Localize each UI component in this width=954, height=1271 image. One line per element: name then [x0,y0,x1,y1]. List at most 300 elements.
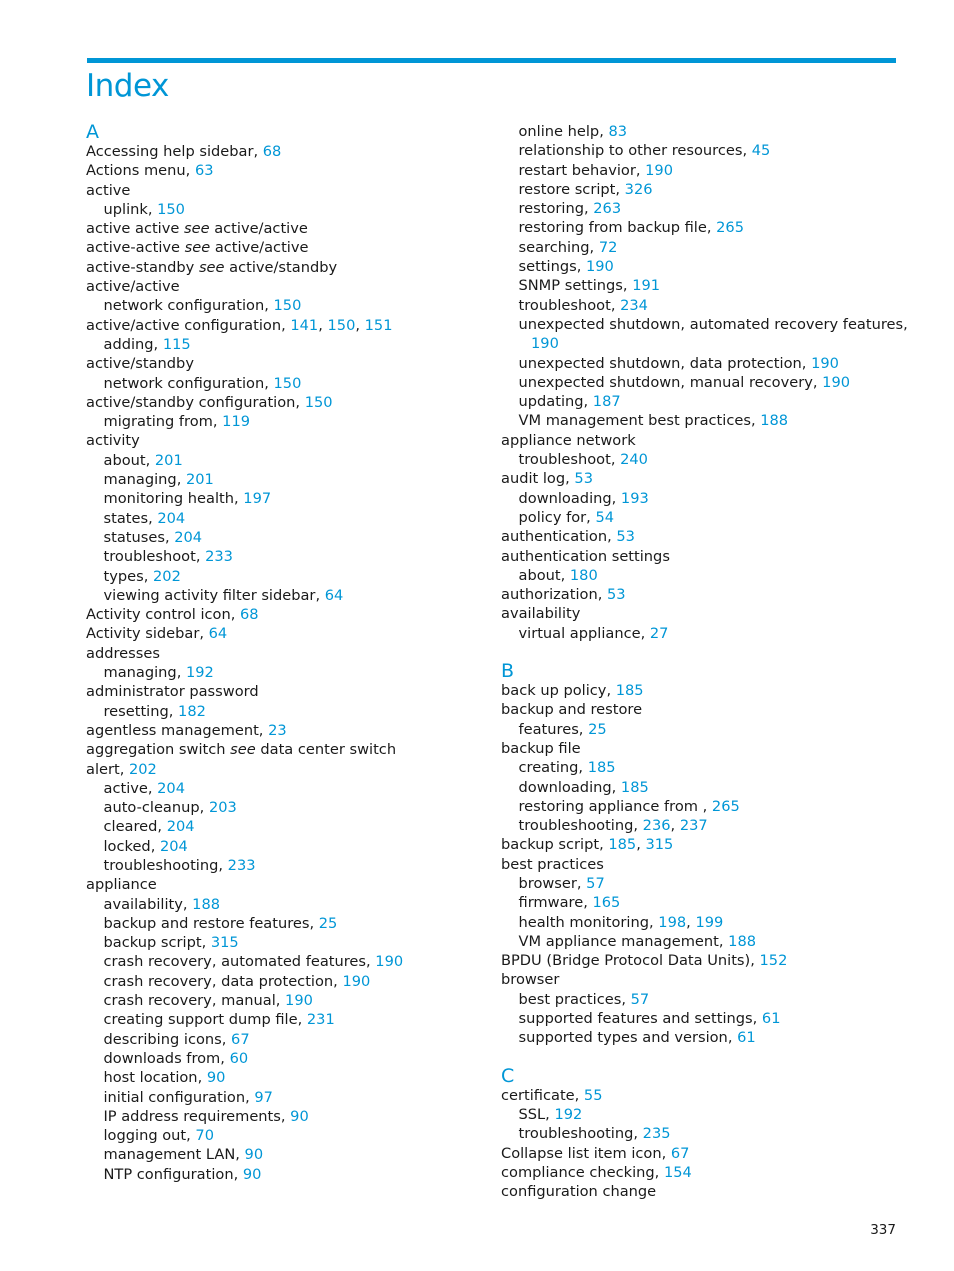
page-ref-link[interactable]: 180 [569,566,598,584]
index-entry [86,277,486,296]
index-term: migrating from [103,413,213,431]
page-ref-link[interactable]: 190 [285,992,313,1010]
index-subentry: searching, 72 [518,238,618,256]
index-entry [501,1182,901,1201]
page-ref-link[interactable]: 315 [210,934,239,952]
index-term: backup file [501,739,581,757]
page-ref-link[interactable]: 90 [206,1069,226,1087]
index-subentry: troubleshoot, 234 [518,296,648,314]
page-ref-link[interactable]: 265 [711,797,740,815]
page-ref-link[interactable]: 90 [242,1165,262,1183]
index-term: active/standby [86,355,194,373]
index-subentry: network configuration, 150 [103,374,302,392]
index-entry: BPDU (Bridge Protocol Data Units), 152 [501,952,788,970]
page-ref-link[interactable]: 235 [642,1125,671,1143]
page-ref-link[interactable]: 188 [728,932,757,950]
see-label: see [198,258,225,276]
index-entry: backup script, 185, 315 [501,836,674,854]
index-term: browser [501,971,560,989]
page-ref-link[interactable]: 199 [695,913,724,931]
index-entry: Activity sidebar, 64 [86,625,228,643]
page-ref-link[interactable]: 240 [620,451,648,469]
see-label: see [230,741,256,759]
page-ref-link[interactable]: 203 [208,799,237,817]
index-subentry: about, 180 [518,566,598,584]
index-term: alert [86,760,120,778]
index-subentry: backup script, 315 [103,934,239,952]
page-ref-link[interactable]: 236 [642,817,671,835]
page-ref-link[interactable]: 150 [273,374,302,392]
page-ref-link[interactable]: 192 [554,1105,583,1123]
index-term: firmware [518,894,584,912]
page-ref-link[interactable]: 188 [760,412,789,430]
index-entry [501,739,901,758]
page-ref-link[interactable]: 202 [128,760,157,778]
page-ref-link[interactable]: 190 [811,354,839,372]
page-ref-link[interactable]: 64 [324,586,344,604]
index-subentry: logging out, 70 [103,1127,214,1145]
page-title: Index [86,68,169,104]
index-subentry: VM management best practices, 188 [518,412,789,430]
page-ref-link[interactable]: 154 [663,1163,692,1181]
page-ref-link[interactable]: 204 [159,837,188,855]
index-subentry: VM appliance management, 188 [518,932,757,950]
index-term: viewing activity filter sidebar [103,586,316,604]
index-subentry: resetting, 182 [103,702,206,720]
index-term: searching [518,238,590,256]
index-subentry: troubleshoot, 240 [518,451,648,469]
index-term: active-standby [86,258,195,276]
index-term: policy for [518,508,587,526]
index-term: about [518,566,561,584]
index-term: backup and restore features [103,914,310,932]
index-entry [86,740,486,759]
index-subentry: health monitoring, 198, 199 [518,913,724,931]
index-term: active/standby configuration [86,393,296,411]
page-ref-link[interactable]: 151 [364,316,393,334]
index-entry [86,219,486,238]
index-term: Collapse list item icon [501,1144,662,1162]
index-subentry [501,315,908,334]
index-term: audit log [501,470,566,488]
index-term: network configuration [103,297,265,315]
page-ref-link[interactable]: 141 [290,316,319,334]
index-term: unexpected shutdown, data protection [518,354,802,372]
index-entry [86,181,486,200]
page-ref-link[interactable]: 53 [616,528,635,546]
index-entry [501,547,901,566]
index-subentry: unexpected shutdown, manual recovery, 190 [518,373,851,391]
index-column-right [501,122,908,1201]
page-ref-link[interactable]: 63 [194,162,214,180]
page-ref-link[interactable]: 201 [154,451,183,469]
page-ref-link[interactable]: 198 [658,913,687,931]
index-entry [501,431,901,450]
index-entry [501,700,901,719]
index-entry [86,258,486,277]
page-ref-link[interactable]: 190 [645,161,673,179]
index-term: features [518,720,579,738]
index-subentry: online help, 83 [518,123,628,140]
index-subentry: virtual appliance, 27 [518,624,669,642]
page-ref-link[interactable]: 83 [608,123,628,140]
index-term: about [103,451,146,469]
page-ref-link[interactable]: 263 [593,200,622,218]
page-ref-link[interactable]: 90 [244,1146,264,1164]
index-term: restoring from backup file [518,219,707,237]
index-entry [501,604,901,623]
page-ref-link[interactable]: 190 [585,258,614,276]
index-subentry: types, 202 [103,567,181,585]
page-ref-link[interactable]: 165 [592,894,621,912]
page-ref-link[interactable]: 67 [231,1030,250,1048]
see-target: active/active [214,239,309,257]
index-subentry: NTP configuration, 90 [103,1165,262,1183]
index-term: restart behavior [518,161,636,179]
page-ref-link[interactable]: 185 [620,778,649,796]
page-ref-link[interactable]: 197 [243,490,272,508]
page-ref-link[interactable]: 53 [574,470,593,488]
index-term: SSL [518,1105,546,1123]
index-letter-heading: B [501,660,515,683]
index-term: logging out [103,1127,187,1145]
index-term: network configuration [103,374,265,392]
see-target: data center switch [260,741,397,759]
page-ref-link[interactable]: 204 [166,818,195,836]
index-entry [501,855,901,874]
index-term: backup and restore [501,701,643,719]
page-ref-link[interactable]: 68 [239,606,259,624]
index-entry: authentication, 53 [501,528,635,546]
index-term: health monitoring [518,913,650,931]
index-term: active [103,779,148,797]
index-entry: active/standby configuration, 150 [86,393,333,411]
index-term: locked [103,837,151,855]
page-ref-link[interactable]: 202 [153,567,181,585]
index-subentry: browser, 57 [518,874,605,892]
index-subentry: creating support dump file, 231 [103,1011,335,1029]
page-ref-link[interactable]: 150 [157,200,185,218]
page-ref-link[interactable]: 192 [185,664,214,682]
index-subentry: supported features and settings, 61 [518,1010,781,1028]
index-subentry: unexpected shutdown, data protection, 190 [518,354,839,372]
index-term: creating support dump file [103,1011,298,1029]
page-ref-link[interactable]: 68 [262,143,282,160]
header-rule [87,58,896,63]
page-ref-link[interactable]: 150 [273,297,302,315]
index-entry: agentless management, 23 [86,721,287,739]
page-ref-link[interactable]: 187 [592,393,621,411]
page-ref-link[interactable]: 23 [268,721,287,739]
index-term: active active [86,220,180,238]
page-ref-link[interactable]: 191 [632,277,661,295]
index-entry: Accessing help sidebar, 68 [86,143,282,160]
index-subentry: network configuration, 150 [103,297,302,315]
index-subentry: statuses, 204 [103,528,203,546]
index-term: virtual appliance [518,624,641,642]
index-term: authentication [501,528,608,546]
see-label: see [184,220,210,238]
index-term: back up policy [501,682,607,700]
index-term: host location [103,1069,198,1087]
page-ref-link[interactable]: 57 [630,990,650,1008]
index-subentry: restoring, 263 [518,200,622,218]
index-term: crash recovery, automated features [103,953,366,971]
index-term: Activity sidebar [86,625,200,643]
page-ref-link[interactable]: 61 [737,1029,756,1047]
index-subentry: firmware, 165 [518,894,621,912]
page-ref-link[interactable]: 190 [375,953,404,971]
page-number: 337 [870,1222,896,1238]
index-term: agentless management [86,721,259,739]
index-term: backup script [501,836,600,854]
index-subentry: active, 204 [103,779,185,797]
index-term: troubleshoot [518,296,611,314]
index-term: online help [518,123,600,140]
index-letter-heading: C [501,1064,515,1087]
page-ref-link[interactable]: 64 [208,625,228,643]
page-ref-link[interactable]: 185 [608,836,637,854]
page-ref-link[interactable]: 231 [306,1011,335,1029]
index-term: restoring [518,200,584,218]
page-ref-link[interactable]: 152 [759,952,788,970]
page-ref-link[interactable]: 72 [598,238,618,256]
index-term: troubleshoot [518,451,611,469]
page-ref-link[interactable]: 190 [822,373,851,391]
index-subentry: restoring from backup file, 265 [518,219,744,237]
index-subentry: describing icons, 67 [103,1030,250,1048]
page-ref-link[interactable]: 61 [761,1010,781,1028]
index-subentry-continuation [501,334,901,353]
index-term: adding [103,335,154,353]
index-subentry: troubleshooting, 236, 237 [518,817,708,835]
page-ref-link[interactable]: 115 [162,335,191,353]
index-subentry: downloading, 193 [518,489,649,507]
page-ref-link[interactable]: 45 [751,142,771,160]
page-ref-link[interactable]: 201 [185,471,214,489]
index-term: uplink [103,200,148,218]
index-term: crash recovery, manual [103,992,276,1010]
page-ref-link[interactable]: 204 [157,509,186,527]
page-ref-link[interactable]: 204 [174,528,203,546]
index-subentry: backup and restore features, 25 [103,914,338,932]
page-ref-link[interactable]: 54 [595,508,615,526]
index-term: downloading [518,489,612,507]
index-term: active [86,181,131,199]
index-subentry: restore script, 326 [518,180,653,198]
index-term: active-active [86,239,180,257]
index-subentry: updating, 187 [518,393,621,411]
index-subentry: creating, 185 [518,759,616,777]
index-term: restore script [518,180,616,198]
index-entry [86,644,486,663]
index-term: downloads from [103,1049,221,1067]
index-term: settings [518,258,577,276]
index-entry: alert, 202 [86,760,157,778]
index-entry: certificate, 55 [501,1086,603,1104]
index-term: Activity control icon [86,606,231,624]
index-subentry: troubleshooting, 233 [103,856,256,874]
index-subentry: troubleshoot, 233 [103,548,233,566]
index-term: auto-cleanup [103,799,200,817]
index-entry [86,875,486,894]
index-term: restoring appliance from [518,797,703,815]
see-label: see [184,239,211,257]
index-term: compliance checking [501,1163,655,1181]
index-term: addresses [86,644,160,662]
page-ref-link[interactable]: 55 [583,1086,603,1104]
index-subentry: migrating from, 119 [103,413,251,431]
index-term: managing [103,471,177,489]
page-ref-link[interactable]: 234 [620,296,648,314]
index-term: unexpected shutdown, automated recovery features, [518,315,908,333]
page-ref-link[interactable]: 25 [588,720,607,738]
index-entry [86,354,486,373]
index-subentry: crash recovery, manual, 190 [103,992,313,1010]
index-term: VM management best practices [518,412,751,430]
page-ref-link[interactable]: 67 [670,1144,690,1162]
index-term: aggregation switch [86,741,226,759]
index-term: managing [103,664,177,682]
index-term: describing icons [103,1030,222,1048]
index-subentry: uplink, 150 [103,200,185,218]
index-subentry: troubleshooting, 235 [518,1125,671,1143]
index-subentry: features, 25 [518,720,607,738]
page-ref-link[interactable]: 53 [607,586,626,604]
index-subentry: crash recovery, automated features, 190 [103,953,404,971]
page-ref-link[interactable]: 265 [716,219,744,237]
index-term: certificate [501,1086,575,1104]
page-ref-link[interactable]: 150 [327,316,356,334]
page-ref-link[interactable]: 188 [192,895,221,913]
page-ref-link[interactable]: 27 [649,624,669,642]
index-entry: back up policy, 185 [501,682,644,700]
page-ref-link[interactable]: 204 [157,779,185,797]
index-entry: audit log, 53 [501,470,593,488]
index-subentry: host location, 90 [103,1069,226,1087]
page-ref-link[interactable]: 150 [304,393,333,411]
index-subentry: best practices, 57 [518,990,650,1008]
index-subentry: restoring appliance from , 265 [518,797,740,815]
page-ref-link[interactable]: 185 [587,759,616,777]
index-entry [501,970,901,989]
index-term: administrator password [86,683,259,701]
index-term: downloading [518,778,612,796]
index-entry [86,238,486,257]
index-term: SNMP settings [518,277,623,295]
index-term: activity [86,432,140,450]
index-term: active/active [86,278,180,296]
index-subentry: policy for, 54 [518,508,615,526]
index-subentry: managing, 201 [103,471,214,489]
index-entry: Collapse list item icon, 67 [501,1144,690,1162]
page-ref-link[interactable]: 190 [342,972,371,990]
index-term: creating [518,759,579,777]
index-term: appliance network [501,431,636,449]
index-term: best practices [518,990,622,1008]
index-term: BPDU (Bridge Protocol Data Units) [501,952,751,970]
index-entry: Activity control icon, 68 [86,606,259,624]
page-ref-link[interactable]: 185 [615,682,644,700]
page-ref-link[interactable]: 119 [222,413,251,431]
page-ref-link[interactable]: 237 [679,817,708,835]
index-subentry: SNMP settings, 191 [518,277,661,295]
see-target: active/active [214,220,308,238]
index-term: backup script [103,934,202,952]
index-subentry: auto-cleanup, 203 [103,799,237,817]
index-term: troubleshoot [103,548,196,566]
index-term: browser [518,874,577,892]
index-subentry: about, 201 [103,451,183,469]
index-term: cleared [103,818,158,836]
page-ref-link[interactable]: 90 [290,1107,309,1125]
page-ref-link[interactable]: 97 [254,1088,273,1106]
index-subentry: IP address requirements, 90 [103,1107,309,1125]
index-term: appliance [86,876,157,894]
index-subentry: monitoring health, 197 [103,490,272,508]
page-ref-link[interactable]: 233 [205,548,233,566]
page-ref-link[interactable]: 233 [227,856,256,874]
index-subentry: restart behavior, 190 [518,161,673,179]
index-term: updating [518,393,584,411]
index-entry: compliance checking, 154 [501,1163,692,1181]
index-term: relationship to other resources [518,142,743,160]
index-subentry: downloads from, 60 [103,1049,249,1067]
index-term: authentication settings [501,547,670,565]
page-ref-link[interactable]: 25 [318,914,338,932]
index-entry: active/active configuration, 141, 150, 151 [86,316,393,334]
index-term: types [103,567,144,585]
index-entry: authorization, 53 [501,586,626,604]
index-term: active/active configuration [86,316,282,334]
index-term: supported types and version [518,1029,728,1047]
page-ref-link[interactable]: 60 [229,1049,249,1067]
index-subentry: crash recovery, data protection, 190 [103,972,371,990]
index-term: states [103,509,149,527]
index-term: troubleshooting [518,817,634,835]
page-ref-link[interactable]: 190 [531,335,559,353]
index-term: initial configuration [103,1088,246,1106]
page-ref-link[interactable]: 57 [586,874,605,892]
index-term: VM appliance management [518,932,719,950]
index-term: resetting [103,702,169,720]
index-subentry: cleared, 204 [103,818,195,836]
index-term: Actions menu [86,162,186,180]
index-entry [86,431,486,450]
index-subentry: downloading, 185 [518,778,649,796]
index-subentry: availability, 188 [103,895,221,913]
index-term: unexpected shutdown, manual recovery [518,373,813,391]
page-ref-link[interactable]: 193 [620,489,649,507]
index-subentry: adding, 115 [103,335,191,353]
page-ref-link[interactable]: 182 [178,702,206,720]
page-ref-link[interactable]: 326 [624,180,653,198]
index-term: availability [103,895,183,913]
index-subentry: settings, 190 [518,258,614,276]
see-target: active/standby [229,258,338,276]
index-term: NTP configuration [103,1165,234,1183]
index-term: availability [501,605,581,623]
index-column-left [86,122,486,1184]
index-term: authorization [501,586,598,604]
index-subentry: relationship to other resources, 45 [518,142,771,160]
index-term: configuration change [501,1183,657,1201]
index-term: IP address requirements [103,1107,281,1125]
page-ref-link[interactable]: 70 [195,1127,214,1145]
index-term: statuses [103,528,165,546]
page-ref-link[interactable]: 315 [645,836,674,854]
index-entry: Actions menu, 63 [86,162,214,180]
